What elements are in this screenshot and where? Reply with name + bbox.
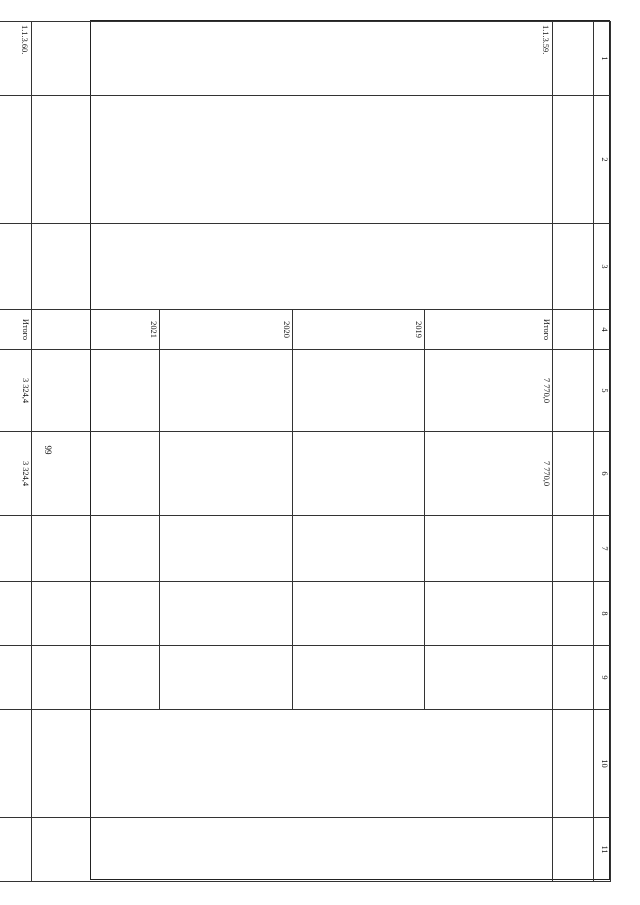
value-cell	[292, 646, 424, 709]
value-cell	[424, 516, 552, 581]
value-cell	[292, 516, 424, 581]
year-label: 2020	[160, 310, 292, 349]
year-label: Итого	[0, 310, 31, 349]
year-label: 2019	[292, 310, 424, 349]
page-number: 99	[43, 445, 53, 455]
value-cell	[424, 582, 552, 645]
value-cell	[424, 646, 552, 709]
continuation-text	[553, 96, 594, 224]
row-executor	[32, 224, 553, 310]
row-name	[0, 96, 32, 224]
value-cell	[160, 516, 292, 581]
value-cell	[160, 432, 292, 515]
col-header-8: 8	[594, 582, 611, 646]
value-cell: 3 324,4	[0, 350, 31, 431]
col-header-7: 7	[594, 516, 611, 582]
value-cell	[160, 350, 292, 431]
col-header-10: 10	[594, 710, 611, 818]
row-indicators	[32, 818, 553, 882]
value-cell	[32, 646, 160, 709]
value-cell	[292, 350, 424, 431]
value-cell	[292, 432, 424, 515]
col-header-6: 6	[594, 432, 611, 516]
value-cell: 7 770,0	[424, 432, 552, 515]
year-label: Итого	[424, 310, 552, 349]
row-name	[32, 96, 553, 224]
value-cell: 3 324,4	[0, 432, 31, 515]
value-cell	[32, 582, 160, 645]
year-label: 2021	[149, 321, 159, 338]
col-header-4: 4	[594, 310, 611, 350]
row-result	[0, 710, 32, 818]
value-cell	[32, 432, 160, 515]
col-header-9: 9	[594, 646, 611, 710]
continuation-row	[553, 22, 594, 882]
value-cell: 7 770,0	[424, 350, 552, 431]
row-id: 1.1.3.59.	[32, 22, 553, 96]
col-header-3: 3	[594, 224, 611, 310]
col-header-1: 1	[594, 22, 611, 96]
value-cell	[292, 582, 424, 645]
value-cell	[0, 582, 31, 645]
value-cell	[32, 350, 160, 431]
row-id: 1.1.3.60.	[0, 22, 32, 96]
value-cell	[0, 516, 31, 581]
row-result	[32, 710, 553, 818]
table-row	[0, 22, 32, 882]
value-cell	[160, 646, 292, 709]
col-header-11: 11	[594, 818, 611, 882]
col-header-2: 2	[594, 96, 611, 224]
col-header-5: 5	[594, 350, 611, 432]
table-row	[32, 22, 553, 882]
row-executor	[0, 224, 32, 310]
row-indicators	[0, 818, 32, 882]
value-cell	[32, 516, 160, 581]
value-cell	[160, 582, 292, 645]
footer-file-path	[590, 580, 602, 780]
value-cell	[0, 646, 31, 709]
